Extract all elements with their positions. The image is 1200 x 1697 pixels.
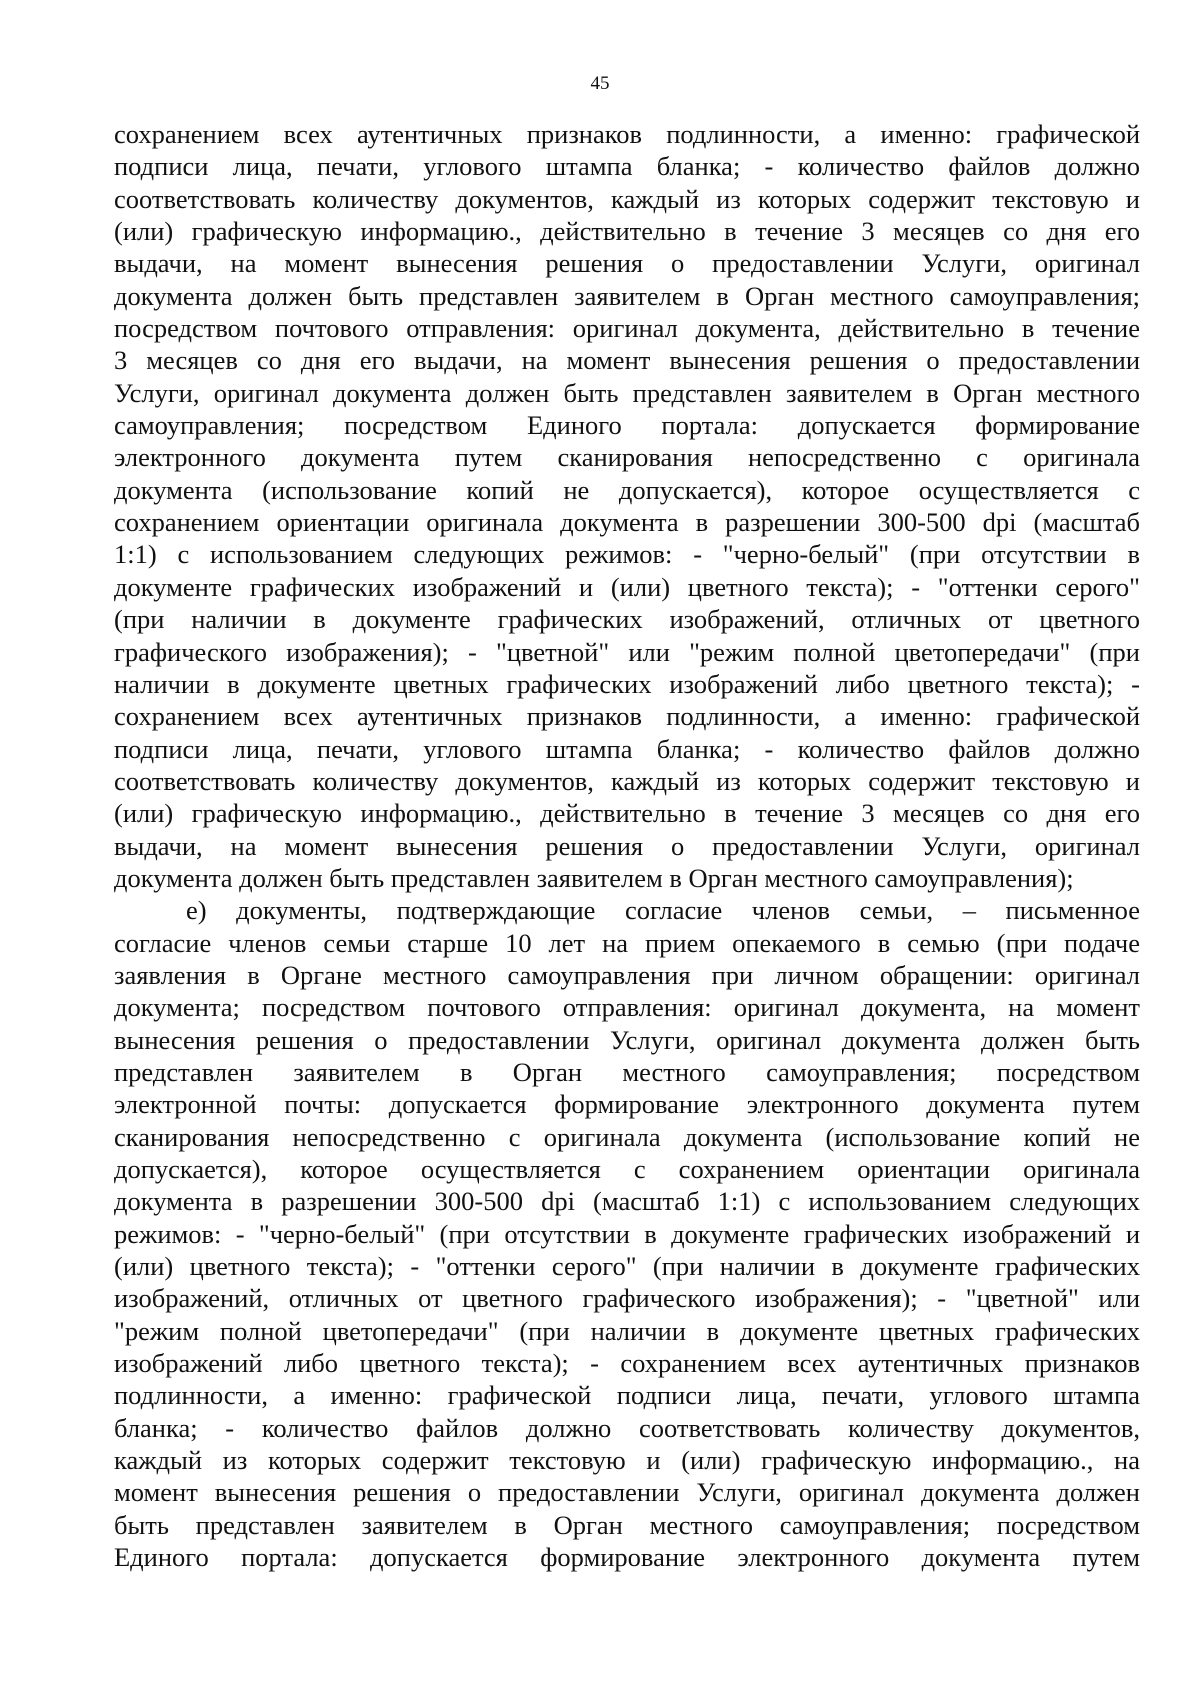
text-line: быть представлен заявителем в Орган местного самоуправления; посредством [114,1509,1140,1540]
text-line: графического изображения); - "цветной" или "режим полной цветопередачи" (при [114,636,1140,667]
text-line: документа должен быть представлен заявителем в Орган местного самоуправления; [114,280,1140,311]
text-line: электронного документа путем сканирования непосредственно с оригинала [114,442,1140,473]
text-line: "режим полной цветопередачи" (при наличии в документе цветных графических [114,1315,1140,1346]
text-line: представлен заявителем в Орган местного самоуправления; посредством [114,1056,1140,1087]
text-line: каждый из которых содержит текстовую и (или) графическую информацию., на [114,1445,1140,1476]
text-line: момент вынесения решения о предоставлении Услуги, оригинал документа должен [114,1477,1140,1508]
text-line: наличии в документе цветных графических изображений либо цветного текста); - [114,668,1140,699]
text-line: (при наличии в документе графических изображений, отличных от цветного [114,604,1140,635]
paragraph [114,118,1140,894]
text-line: соответствовать количеству документов, каждый из которых содержит текстовую и [114,765,1140,796]
text-line: документа в разрешении 300-500 dpi (масштаб 1:1) с использованием следующих [114,1186,1140,1217]
text-line: электронной почты: допускается формирование электронного документа путем [114,1089,1140,1120]
text-line: документе графических изображений и (или) цветного текста); - "оттенки серого" [114,571,1140,602]
text-line: (или) графическую информацию., действительно в течение 3 месяцев со дня его [114,216,1140,247]
text-line: документа; посредством почтового отправления: оригинал документа, на момент [114,992,1140,1023]
text-line: посредством почтового отправления: оригинал документа, действительно в течение [114,313,1140,344]
text-line: документа должен быть представлен заявителем в Орган местного самоуправления); [114,862,1074,893]
text-line: подписи лица, печати, углового штампа бланка; - количество файлов должно [114,151,1140,182]
text-line: (или) графическую информацию., действительно в течение 3 месяцев со дня его [114,798,1140,829]
text-line: Услуги, оригинал документа должен быть представлен заявителем в Орган местного [114,377,1140,408]
text-line: бланка; - количество файлов должно соответствовать количеству документов, [114,1412,1140,1443]
text-line: согласие членов семьи старше 10 лет на прием опекаемого в семью (при подаче [114,927,1140,958]
text-line: Единого портала: допускается формирование электронного документа путем [114,1542,1140,1573]
document-body [114,118,1140,1573]
page-number: 45 [590,73,610,94]
text-line: 3 месяцев со дня его выдачи, на момент вынесения решения о предоставлении [114,345,1140,376]
text-line: (или) цветного текста); - "оттенки серого" (при наличии в документе графических [114,1251,1140,1282]
text-line: самоуправления; посредством Единого портала: допускается формирование [114,410,1140,441]
text-line: сканирования непосредственно с оригинала документа (использование копий не [114,1121,1140,1152]
text-line: документа (использование копий не допускается), которое осуществляется с [114,474,1140,505]
text-line: выдачи, на момент вынесения решения о предоставлении Услуги, оригинал [114,248,1140,279]
text-line: подписи лица, печати, углового штампа бланка; - количество файлов должно [114,733,1140,764]
paragraph [114,894,1140,1573]
text-line: режимов: - "черно-белый" (при отсутствии в документе графических изображений и [114,1218,1140,1249]
text-line: сохранением всех аутентичных признаков подлинности, а именно: графической [114,119,1140,149]
text-line: изображений, отличных от цветного графического изображения); - "цветной" или [114,1283,1140,1314]
text-line: е) документы, подтверждающие согласие членов семьи, – письменное [186,895,1140,926]
text-line: допускается), которое осуществляется с сохранением ориентации оригинала [114,1154,1140,1184]
text-line: выдачи, на момент вынесения решения о предоставлении Услуги, оригинал [114,830,1140,861]
text-line: заявления в Органе местного самоуправления при личном обращении: оригинал [114,959,1140,990]
text-line: 1:1) с использованием следующих режимов: - "черно-белый" (при отсутствии в [114,539,1140,570]
text-line: сохранением всех аутентичных признаков подлинности, а именно: графической [114,701,1140,732]
text-line: вынесения решения о предоставлении Услуги, оригинал документа должен быть [114,1024,1140,1055]
text-line: соответствовать количеству документов, каждый из которых содержит текстовую и [114,183,1140,214]
text-line: подлинности, а именно: графической подписи лица, печати, углового штампа [114,1380,1140,1411]
text-line: изображений либо цветного текста); - сохранением всех аутентичных признаков [114,1348,1140,1379]
text-line: сохранением ориентации оригинала документа в разрешении 300-500 dpi (масштаб [114,507,1140,538]
